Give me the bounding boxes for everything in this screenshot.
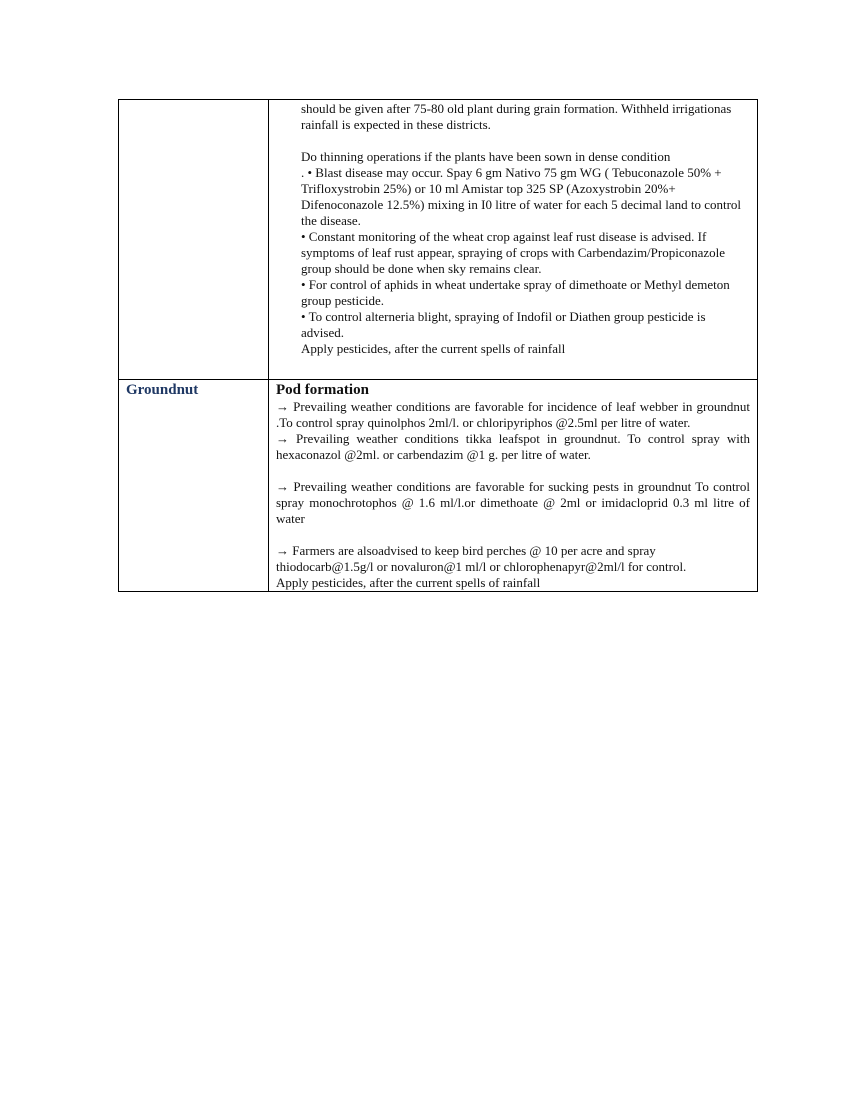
advisory-cell-groundnut <box>269 380 758 592</box>
crop-cell-groundnut <box>119 380 269 592</box>
table-row-groundnut <box>119 380 758 592</box>
wheat-line-thinning: Do thinning operations if the plants have been sown in dense condition <box>301 149 671 164</box>
groundnut-advisory-sucking-pests: → Prevailing weather conditions are favorable for sucking pests in groundnut To control spray monochrotophos @ 1.6 ml/l.or dimethoate @ 2ml or imidacloprid 0.3 ml litre of water <box>276 479 750 526</box>
crop-stage-title: Pod formation <box>276 382 369 398</box>
table-row-wheat-continuation <box>119 100 758 380</box>
wheat-line-blast: . • Blast disease may occur. Spay 6 gm Nativo 75 gm WG ( Tebuconazole 50% + Trifloxystrobin 25%) or 10 ml Amistar top 325 SP (Azoxystrobin 20%+ Difenoconazole 12.5%) mixing in I0 litre of water for each 5 decimal land to control the disease. <box>301 165 742 228</box>
advisory-cell-wheat <box>269 100 758 380</box>
wheat-advisory-text <box>269 100 757 357</box>
crop-advisory-table <box>118 99 758 592</box>
crop-name: Groundnut <box>126 382 199 398</box>
wheat-line-apply: Apply pesticides, after the current spells of rainfall <box>301 341 566 356</box>
wheat-line-alterneria: • To control alterneria blight, spraying of Indofil or Diathen group pesticide is advised. <box>301 309 706 340</box>
groundnut-advisory-tikka: → Prevailing weather conditions tikka leafspot in groundnut. To control spray with hexaconazol @2ml. or carbendazim @1 g. per litre of water. <box>276 431 750 462</box>
crop-cell-empty <box>119 100 269 380</box>
groundnut-advisory-bird-perches: → Farmers are alsoadvised to keep bird perches @ 10 per acre and spray thiodocarb@1.5g/l or novaluron@1 ml/l or chlorophenapyr@2ml/l for control. <box>276 543 687 574</box>
groundnut-advisory-leaf-webber: → Prevailing weather conditions are favorable for incidence of leaf webber in groundnut .To control spray quinolphos 2ml/l. or chloripyriphos @2.5ml per litre of water. <box>276 399 750 430</box>
groundnut-advisory-apply: Apply pesticides, after the current spells of rainfall <box>276 575 541 590</box>
wheat-line-leaf-rust: • Constant monitoring of the wheat crop against leaf rust disease is advised. If symptoms of leaf rust appear, spraying of crops with Carbendazim/Propiconazole group should be done when sky remains clear. <box>301 229 726 276</box>
wheat-line-irrigation: should be given after 75-80 old plant during grain formation. Withheld irrigationas rainfall is expected in these districts. <box>301 101 732 132</box>
wheat-line-aphids: • For control of aphids in wheat undertake spray of dimethoate or Methyl demeton group pesticide. <box>301 277 730 308</box>
groundnut-advisory-text <box>269 380 757 591</box>
